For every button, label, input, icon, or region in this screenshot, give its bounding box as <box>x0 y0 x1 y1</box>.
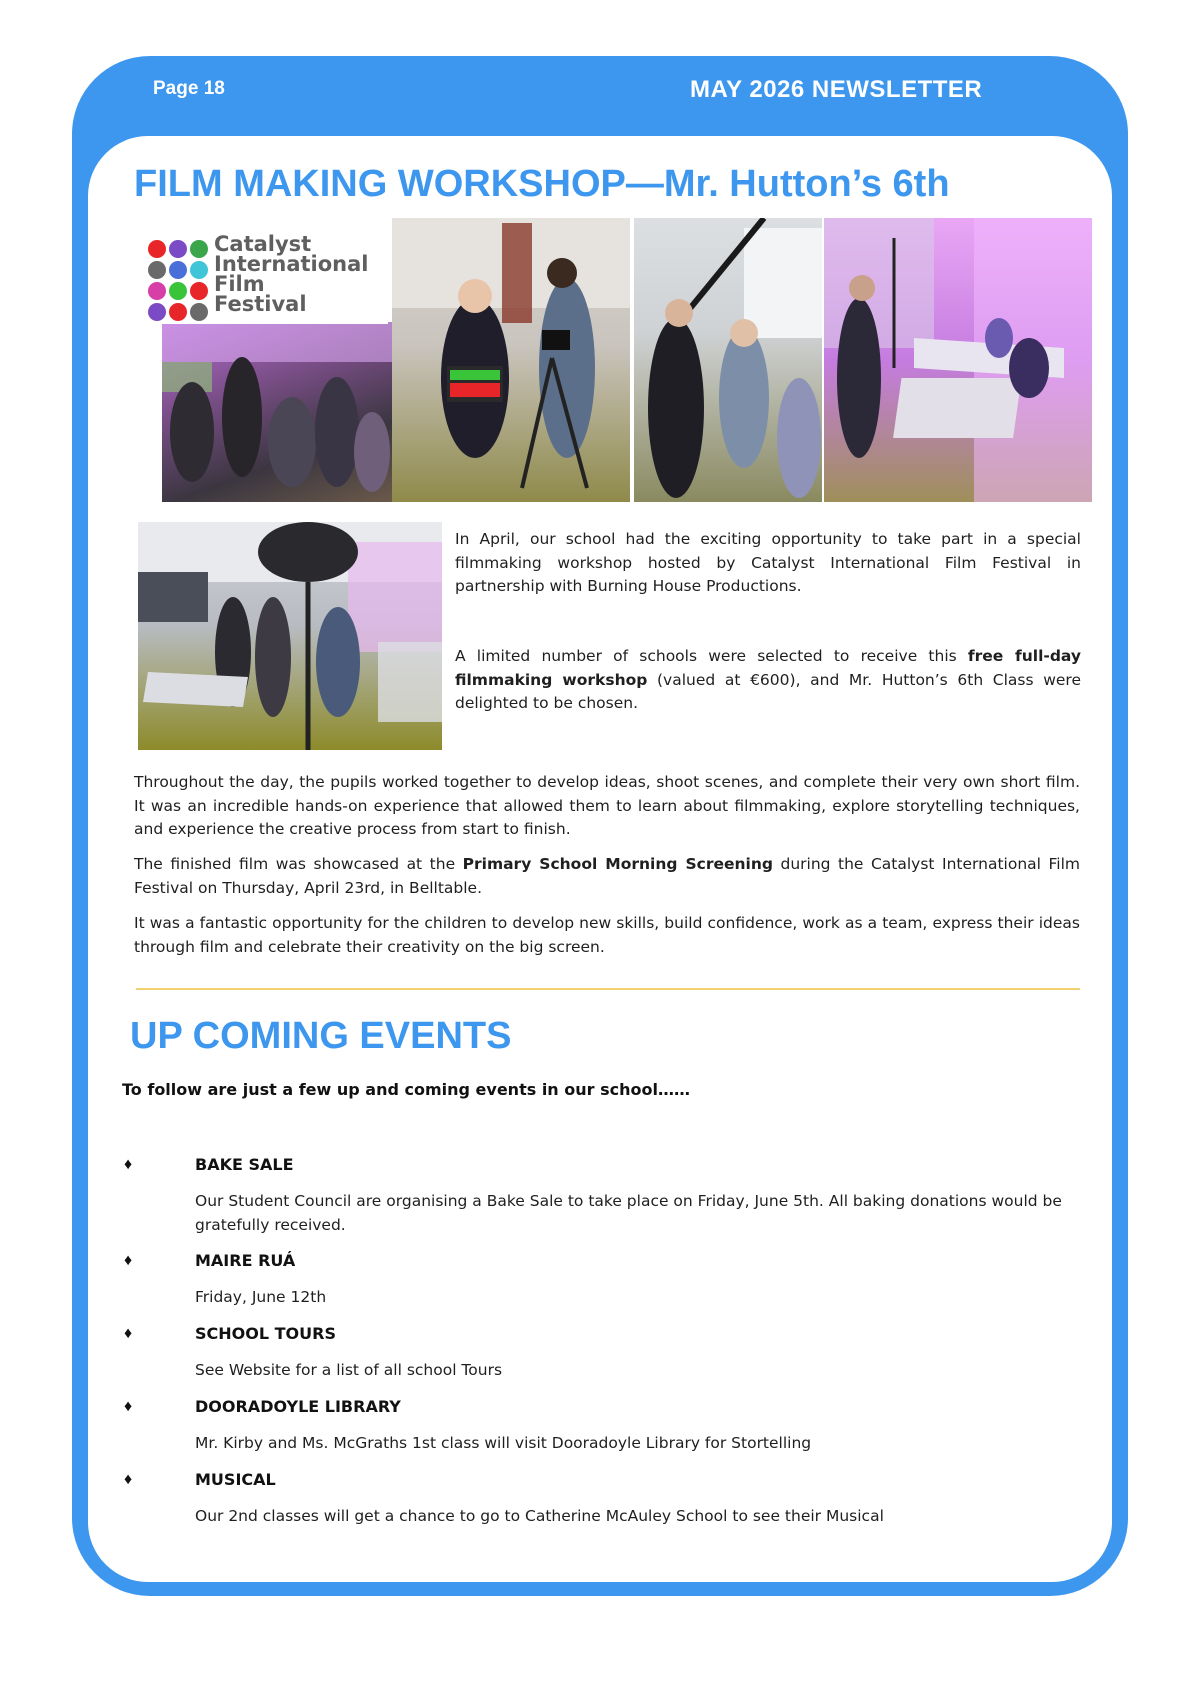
logo-dot <box>148 303 166 321</box>
event-desc: See Website for a list of all school Tours <box>195 1361 503 1379</box>
workshop-para-3: Throughout the day, the pupils worked together to develop ideas, shoot scenes, and complete their very own short film. It was an incredible hands-on experience that allowed them to learn about filmmaking, explore storytelling techniques, and experience the creative process from start to finish. <box>134 773 1080 838</box>
event-desc: Mr. Kirby and Ms. McGraths 1st class will visit Dooradoyle Library for Stortelling <box>195 1434 812 1452</box>
logo-dot <box>148 240 166 258</box>
para4-text-end: during the Catalyst International Film Festival on Thursday, April 23rd, in Belltable. <box>134 855 1080 897</box>
section-divider <box>136 988 1080 990</box>
para4-bold: Primary School Morning Screening <box>462 855 773 873</box>
para4-text: The finished film was showcased at the <box>134 855 463 873</box>
logo-wordmark <box>214 234 369 314</box>
page-number: Page 18 <box>153 78 225 99</box>
logo-dots <box>148 240 208 321</box>
logo-dot <box>148 282 166 300</box>
logo-line: Festival <box>214 292 307 316</box>
clapperboard-photo <box>392 218 630 502</box>
purple-lit-room-photo <box>824 218 1092 502</box>
logo-dot <box>169 282 187 300</box>
logo-dot <box>190 282 208 300</box>
event-title: MUSICAL <box>195 1470 276 1489</box>
logo-line: International <box>214 252 369 276</box>
logo-dot <box>169 303 187 321</box>
diamond-bullet-icon: ♦ <box>124 1252 133 1269</box>
newsletter-title: MAY 2026 NEWSLETTER <box>690 76 983 103</box>
logo-dot <box>169 240 187 258</box>
diamond-bullet-icon: ♦ <box>124 1156 133 1173</box>
diamond-bullet-icon: ♦ <box>124 1398 133 1415</box>
logo-dot <box>190 261 208 279</box>
logo-line: Catalyst <box>214 232 312 256</box>
logo-line: Film <box>214 272 265 296</box>
para2-text-end: (valued at €600), and Mr. Hutton’s 6th Class were delighted to be chosen. <box>455 670 1081 712</box>
events-intro: To follow are just a few up and coming events in our school…… <box>122 1080 690 1099</box>
boom-mic-photo-image <box>634 218 822 502</box>
diamond-bullet-icon: ♦ <box>124 1325 133 1342</box>
event-title: DOORADOYLE LIBRARY <box>195 1397 401 1416</box>
event-title: SCHOOL TOURS <box>195 1324 336 1343</box>
event-title: MAIRE RUÁ <box>195 1251 296 1270</box>
para2-bold: free full-day filmmaking workshop <box>455 647 1081 689</box>
workshop-para-4 <box>134 853 1080 900</box>
workshop-para-5: It was a fantastic opportunity for the children to develop new skills, build confidence, work as a team, express their ideas through film and celebrate their creativity on the big screen. <box>134 914 1080 956</box>
event-desc: Friday, June 12th <box>195 1288 327 1306</box>
event-desc: Our Student Council are organising a Bake Sale to take place on Friday, June 5th. All baking donations would be gratefully received. <box>195 1192 1062 1234</box>
camera-setup-photo <box>138 522 442 750</box>
film-workshop-heading: FILM MAKING WORKSHOP—Mr. Hutton’s 6th <box>134 163 950 205</box>
event-desc: Our 2nd classes will get a chance to go to Catherine McAuley School to see their Musical <box>195 1507 884 1525</box>
catalyst-festival-logo <box>140 218 388 324</box>
clapperboard-photo-image <box>392 218 630 502</box>
events-heading: UP COMING EVENTS <box>130 1015 512 1057</box>
classroom-photo-group-image <box>162 322 392 502</box>
camera-setup-photo-image <box>138 522 442 750</box>
logo-dot <box>190 240 208 258</box>
classroom-photo-group <box>162 322 392 502</box>
logo-dot <box>148 261 166 279</box>
purple-lit-room-photo-image <box>824 218 1092 502</box>
workshop-para-1: In April, our school had the exciting opportunity to take part in a special filmmaking workshop hosted by Catalyst International Film Festival in partnership with Burning House Productions. <box>455 530 1081 595</box>
boom-mic-photo <box>634 218 822 502</box>
event-title: BAKE SALE <box>195 1155 294 1174</box>
workshop-para-2 <box>455 645 1081 716</box>
para2-text: A limited number of schools were selected to receive this <box>455 647 968 665</box>
logo-dot <box>169 261 187 279</box>
diamond-bullet-icon: ♦ <box>124 1471 133 1488</box>
logo-dot <box>190 303 208 321</box>
